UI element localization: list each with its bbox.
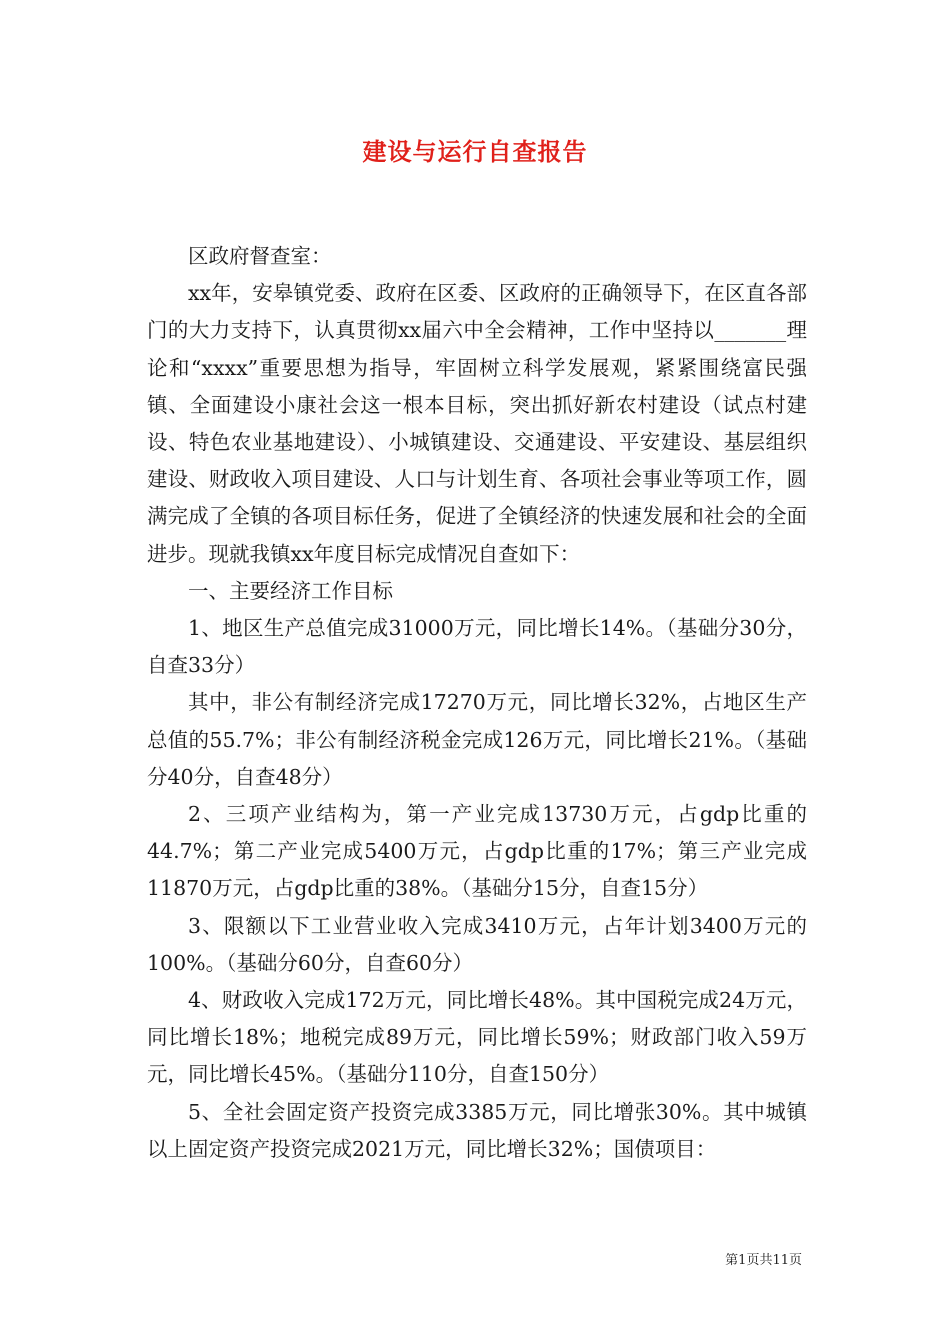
section-heading: 一、主要经济工作目标: [188, 578, 393, 603]
document-body: [147, 238, 807, 1168]
document-title: 建设与运行自查报告: [362, 137, 588, 166]
paragraph-item-2: 2、三项产业结构为，第一产业完成13730万元，占gdp比重的44.7%；第二产业完成5400万元，占gdp比重的17%；第三产业完成11870万元，占gdp比重的38%。（基础分15分，自查15分）: [147, 802, 807, 901]
paragraph-item-1: 1、地区生产总值完成31000万元，同比增长14%。（基础分30分，自查33分）: [147, 616, 807, 678]
paragraph-item-1-detail: 其中，非公有制经济完成17270万元，同比增长32%，占地区生产总值的55.7%；非公有制经济税金完成126万元，同比增长21%。（基础分40分，自查48分）: [147, 690, 807, 789]
paragraph-item-5: 5、全社会固定资产投资完成3385万元，同比增张30%。其中城镇以上固定资产投资完成2021万元，同比增长32%；国债项目：: [147, 1099, 807, 1161]
page-number: 第1页共11页: [725, 1253, 802, 1268]
paragraph-intro: xx年，安皋镇党委、政府在区委、区政府的正确领导下，在区直各部门的大力支持下，认真贯彻xx届六中全会精神，工作中坚持以_______理论和“xxxx”重要思想为指导，牢固树立科学发展观，紧紧围绕富民强镇、全面建设小康社会这一根本目标，突出抓好新农村建设（试点村建设、特色农业基地建设）、小城镇建设、交通建设、平安建设、基层组织建设、财政收入项目建设、人口与计划生育、各项社会事业等项工作，圆满完成了全镇的各项目标任务，促进了全镇经济的快速发展和社会的全面进步。现就我镇xx年度目标完成情况自查如下：: [147, 281, 807, 566]
paragraph-item-3: 3、限额以下工业营业收入完成3410万元，占年计划3400万元的100%。（基础分60分，自查60分）: [147, 913, 807, 975]
salutation: 区政府督查室：: [188, 244, 332, 268]
paragraph-item-4: 4、财政收入完成172万元，同比增长48%。其中国税完成24万元，同比增长18%；地税完成89万元，同比增长59%；财政部门收入59万元，同比增长45%。（基础分110分，自查150分）: [147, 988, 807, 1087]
